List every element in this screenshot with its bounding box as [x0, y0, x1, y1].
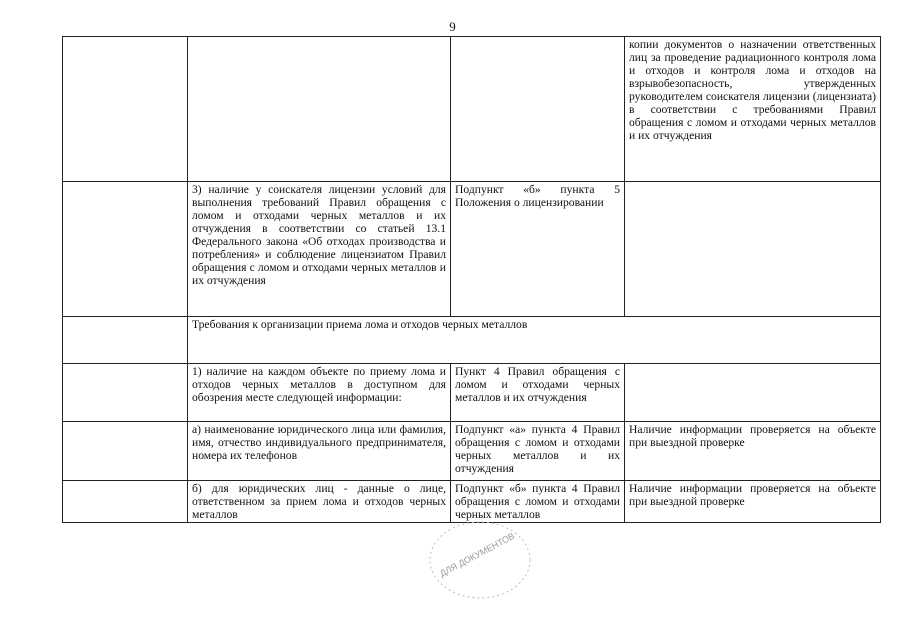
requirements-table [62, 36, 881, 523]
cell-requirement: 3) наличие у соискателя лицензии условий для выполнения требований Правил обращения с ломом и отходами черных металлов и их отчуждения в соответствии со статьей 13.1 Федерального закона «Об отходах производства и потребления» и соблюдение лицензиатом Правил обращения с ломом и отходами черных металлов и их отчуждения [188, 182, 451, 317]
cell-empty [63, 422, 188, 481]
cell-empty [63, 481, 188, 523]
table-row [63, 422, 881, 481]
cell-requirement: б) для юридических лиц - данные о лице, ответственном за прием лома и отходов черных металлов [188, 481, 451, 523]
cell-empty [63, 182, 188, 317]
stamp-label: ДЛЯ ДОКУМЕНТОВ [438, 530, 517, 579]
cell-empty [63, 364, 188, 422]
table-row [63, 37, 881, 182]
cell-requirement: 1) наличие на каждом объекте по приему лома и отходов черных металлов в доступном для обозрения месте следующей информации: [188, 364, 451, 422]
cell-check-method: Наличие информации проверяется на объекте при выездной проверке [625, 422, 881, 481]
table-row [63, 182, 881, 317]
cell-legal-basis: Подпункт «б» пункта 4 Правил обращения с ломом и отходами черных металлов [451, 481, 625, 523]
cell-legal-basis: Подпункт «б» пункта 5 Положения о лицензировании [451, 182, 625, 317]
cell-empty [188, 37, 451, 182]
cell-legal-basis: Подпункт «а» пункта 4 Правил обращения с ломом и отходами черных металлов и их отчуждения [451, 422, 625, 481]
cell-documents-copies: копии документов о назначении ответственных лиц за проведение радиационного контроля лома и отходов и контроля лома и отходов на взрывобезопасность, утвержденных руководителем соискателя лицензии (лицензиата) в соответствии с требованиями Правил обращения с ломом и отходами черных металлов и их отчуждения [625, 37, 881, 182]
section-row [63, 317, 881, 364]
cell-empty [63, 317, 188, 364]
cell-empty [625, 182, 881, 317]
cell-check-method: Наличие информации проверяется на объекте при выездной проверке [625, 481, 881, 523]
cell-empty [451, 37, 625, 182]
table-row [63, 364, 881, 422]
cell-empty [625, 364, 881, 422]
cell-empty [63, 37, 188, 182]
section-title: Требования к организации приема лома и отходов черных металлов [188, 317, 881, 364]
cell-requirement: а) наименование юридического лица или фамилия, имя, отчество индивидуального предпринимателя, номера их телефонов [188, 422, 451, 481]
document-stamp [420, 515, 540, 610]
page-number: 9 [449, 19, 456, 34]
cell-legal-basis: Пункт 4 Правил обращения с ломом и отходами черных металлов и их отчуждения [451, 364, 625, 422]
